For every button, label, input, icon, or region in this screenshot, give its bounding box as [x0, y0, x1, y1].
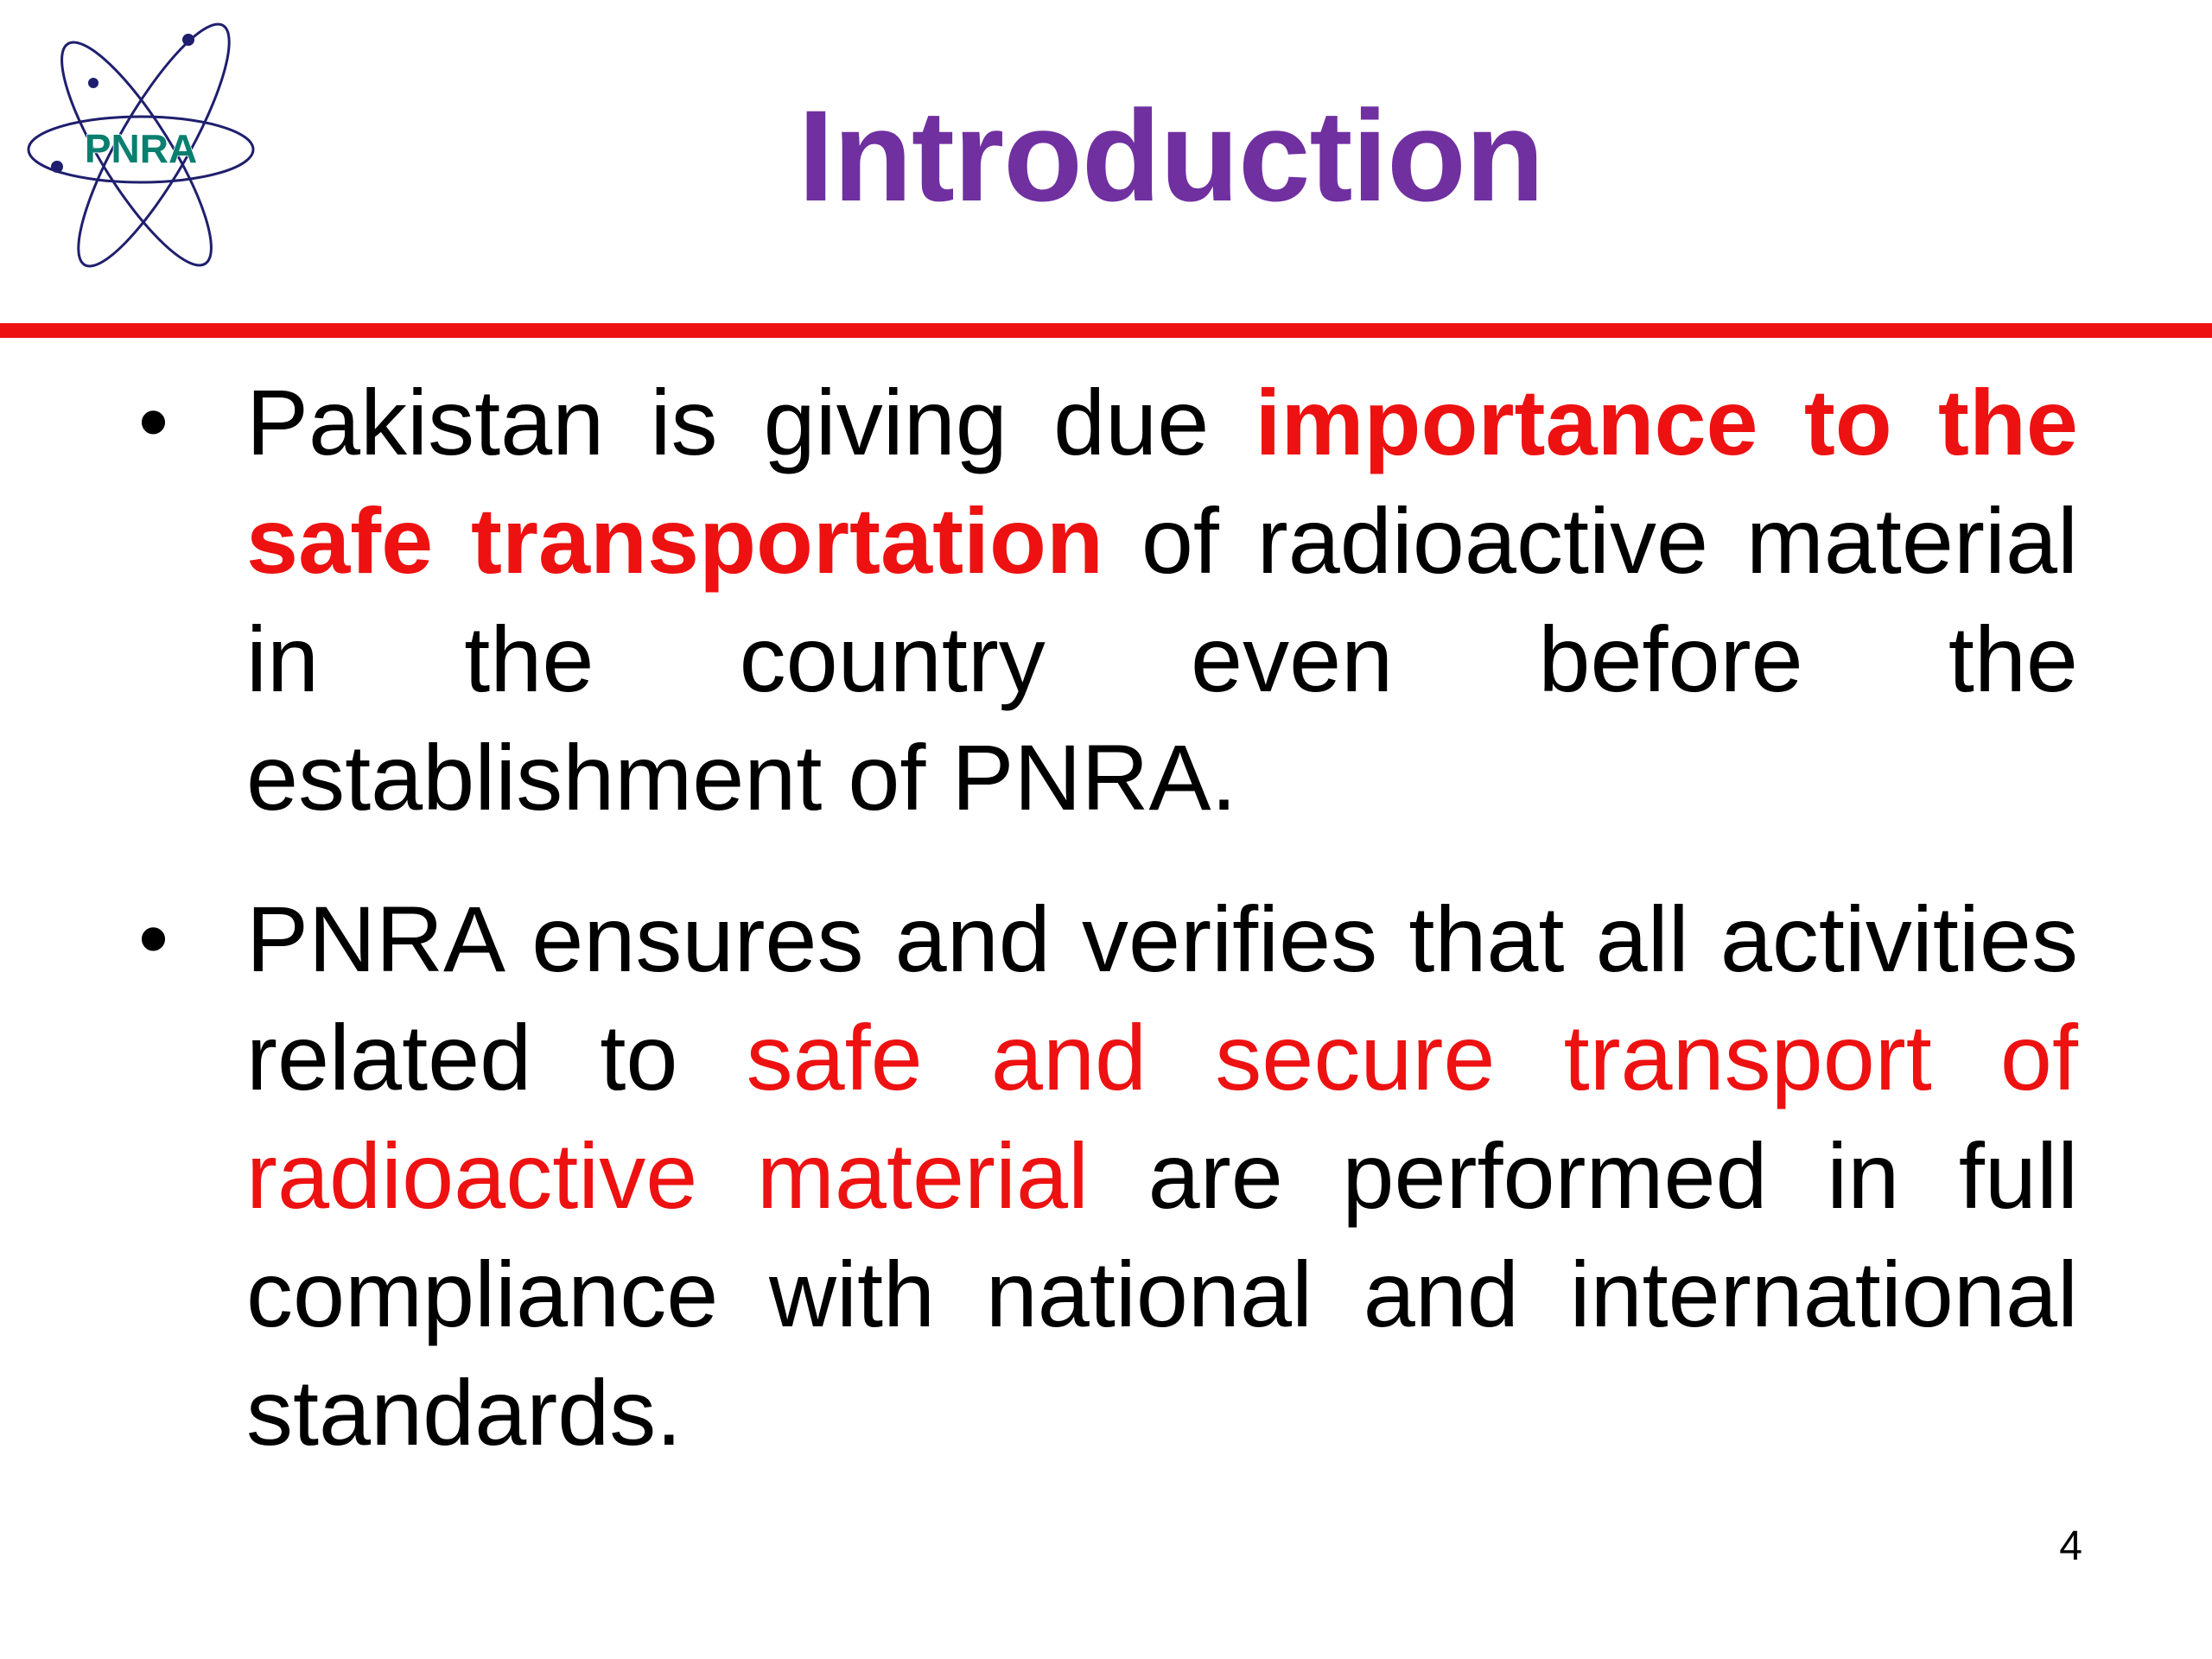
logo-electron-top: [182, 34, 194, 46]
bullet-highlight: safe and secure transport of radioactive material: [246, 1005, 2078, 1228]
logo-electron-left: [88, 78, 99, 88]
bullet-text: PNRA ensures and verifies that all activities related to: [246, 887, 2078, 1109]
bullet-text: of radioactive material in the country even before the establishment of PNRA.: [246, 488, 2078, 830]
slide-title: Introduction: [798, 83, 1544, 228]
bullet-highlight: importance to the safe transportation: [246, 370, 2078, 593]
bullet-item: [130, 880, 2078, 1471]
bullet-text: are performed in full compliance with national and international standards.: [246, 1123, 2078, 1465]
logo-text: PNRA: [84, 126, 198, 171]
bullet-list: [130, 363, 2078, 1471]
page-number: 4: [2059, 1523, 2082, 1569]
pnra-logo: [24, 16, 266, 283]
logo-electron-bottom-left: [51, 161, 63, 173]
bullet-text: Pakistan is giving due: [246, 370, 1255, 474]
bullet-marker: •: [138, 890, 169, 987]
bullet-marker: •: [138, 373, 169, 470]
title-divider: [0, 323, 2212, 338]
bullet-item: [130, 363, 2078, 836]
